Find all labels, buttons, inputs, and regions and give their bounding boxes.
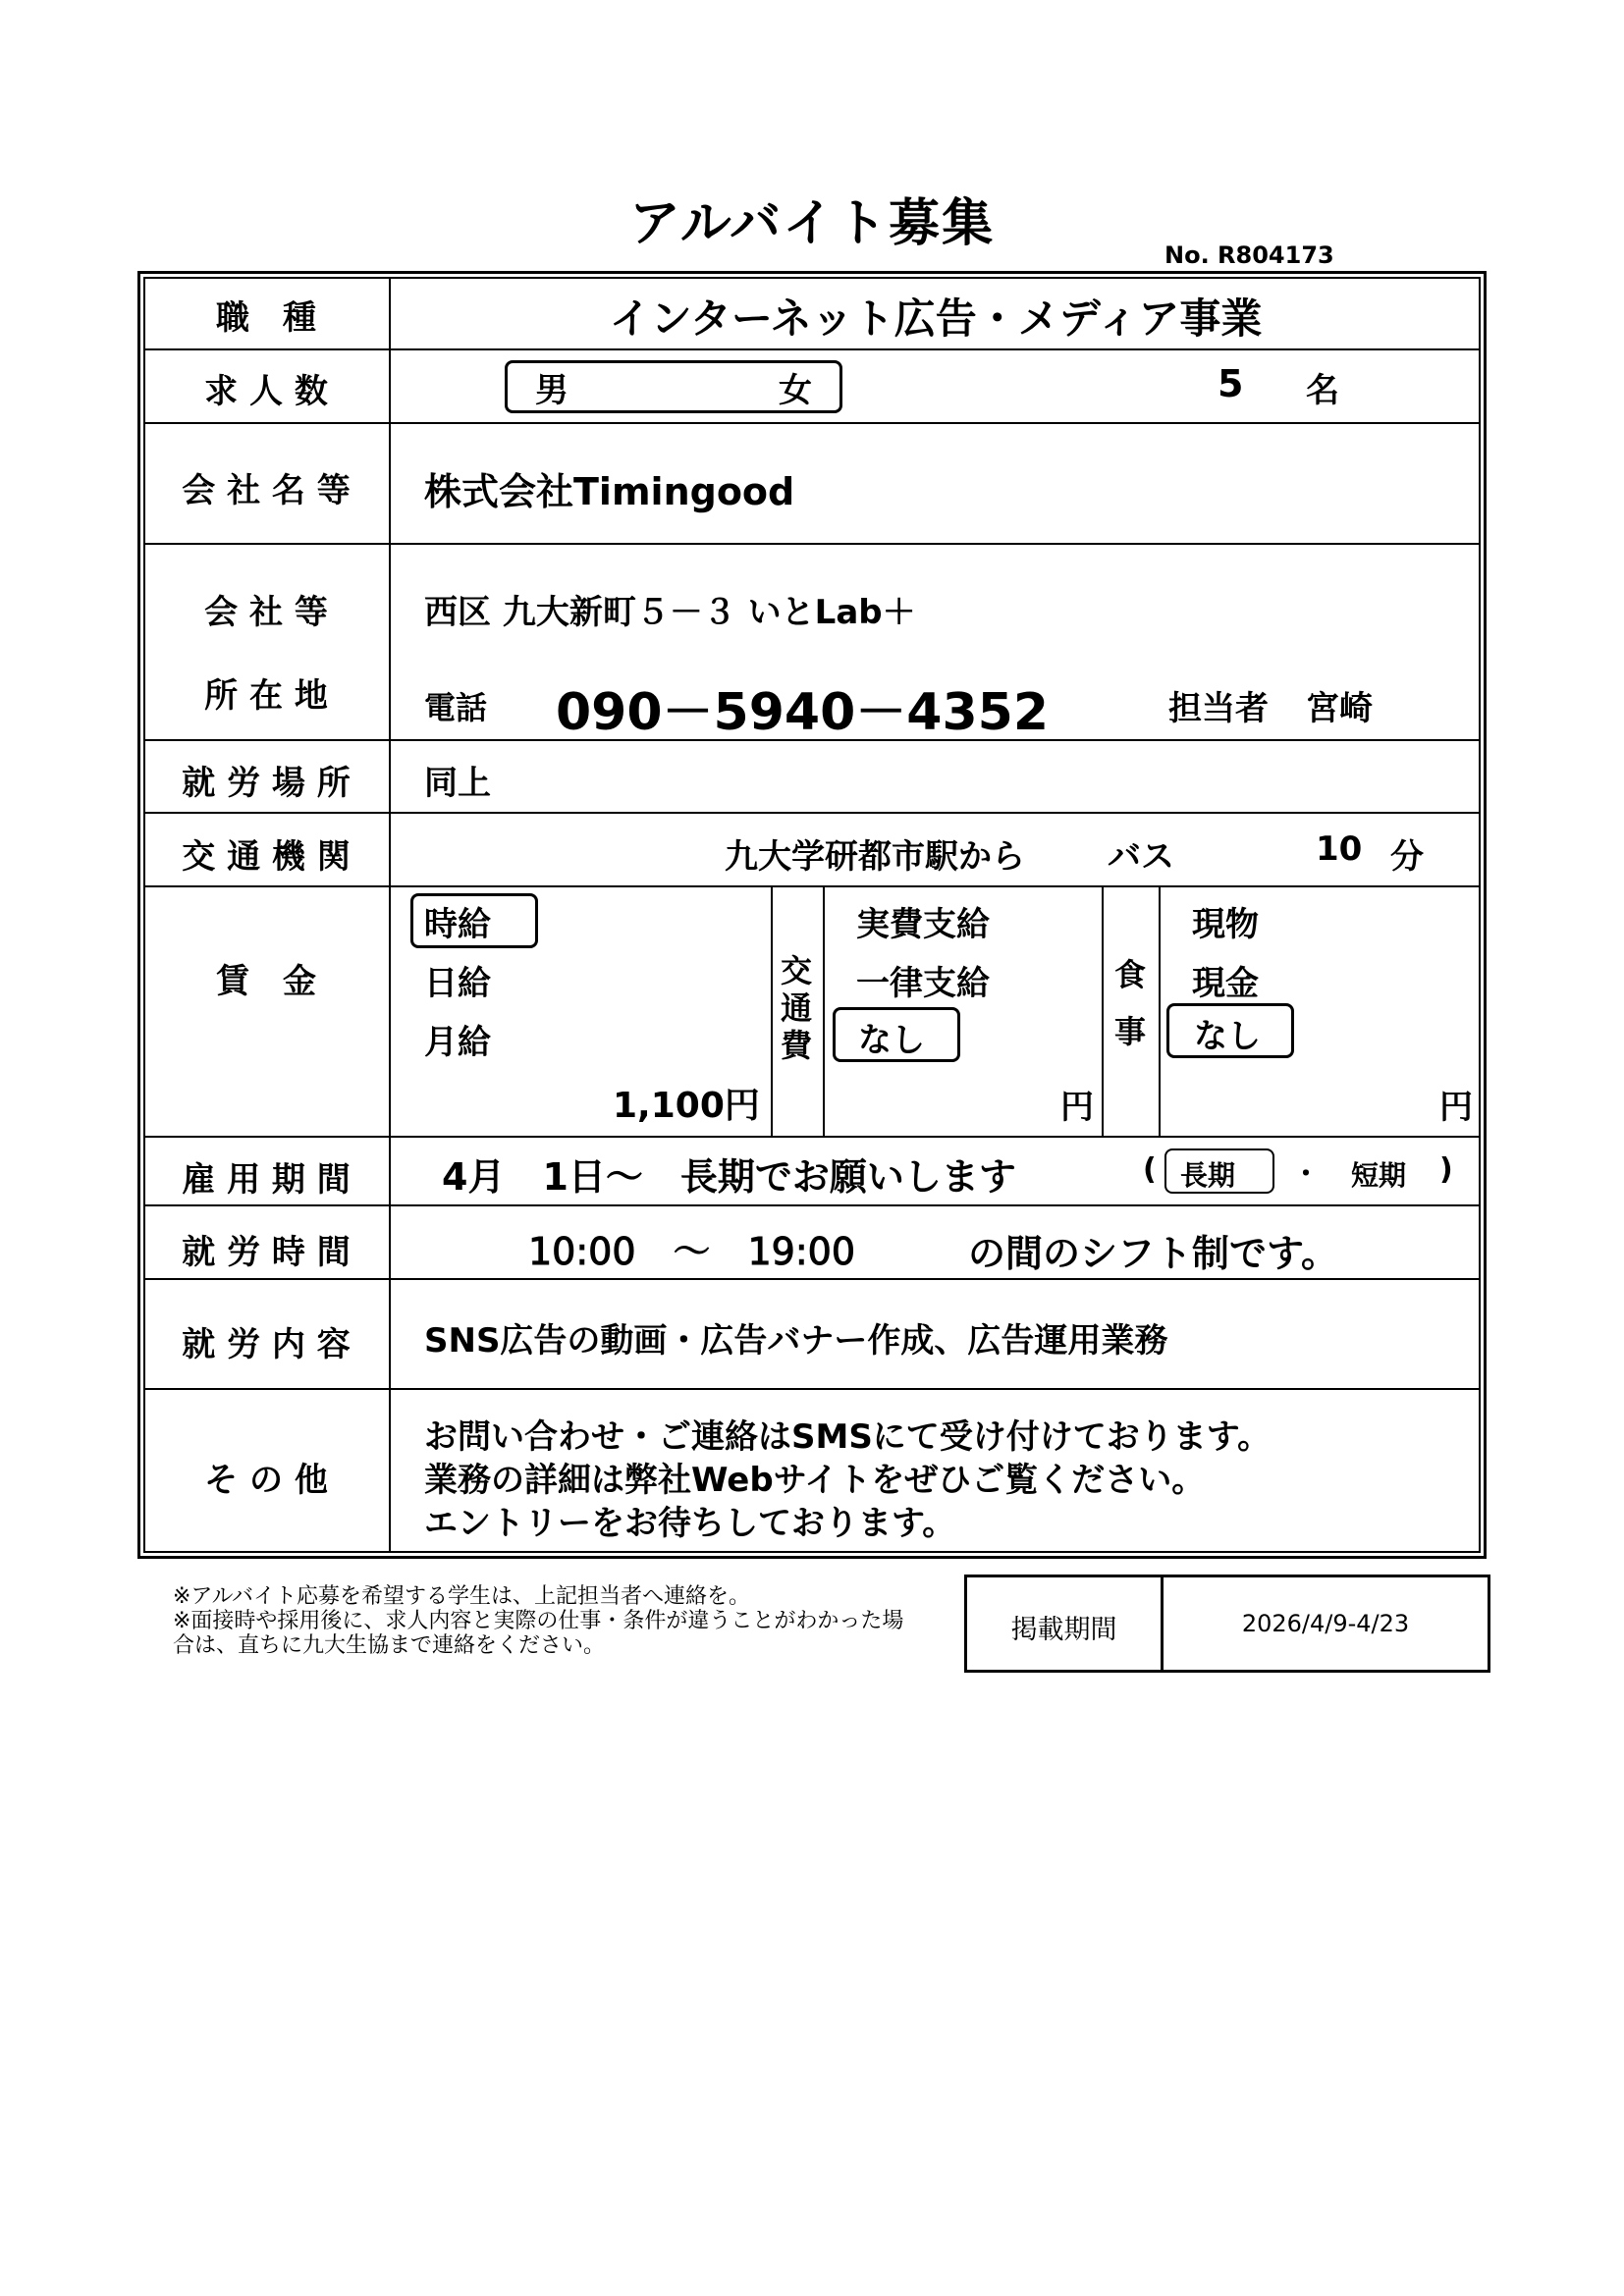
period-value: 4月 1日～ 長期でお願いします — [442, 1155, 1016, 1199]
meal-yen: 円 — [1439, 1088, 1473, 1127]
duties-value: SNS広告の動画・広告バナー作成、広告運用業務 — [424, 1321, 1168, 1361]
phone-label: 電話 — [424, 689, 488, 726]
gender-female: 女 — [779, 371, 812, 410]
row-divider — [143, 1204, 1481, 1206]
wage-label: 賃 金 — [216, 962, 316, 1001]
transport-option-flat: 一律支給 — [856, 964, 990, 1003]
row-divider — [143, 543, 1481, 545]
meal-option-none: なし — [1194, 1017, 1261, 1056]
transport-option-actual: 実費支給 — [856, 905, 990, 944]
meal-option-cash: 現金 — [1192, 964, 1259, 1003]
transport-minutes: 10 — [1316, 829, 1363, 869]
job-type-value: インターネット広告・メディア事業 — [609, 294, 1263, 343]
label-column-divider — [389, 277, 391, 1553]
row-divider — [143, 1278, 1481, 1280]
row-divider — [143, 422, 1481, 424]
row-divider — [143, 1136, 1481, 1138]
transport-station: 九大学研都市駅から — [725, 837, 1025, 877]
workplace-value: 同上 — [424, 764, 491, 803]
meal-label: 食事 — [1113, 956, 1146, 1050]
meal-option-inkind: 現物 — [1192, 905, 1259, 944]
other-line-3: エントリーをお待ちしております。 — [424, 1504, 956, 1543]
location-label-2: 所 在 地 — [204, 676, 328, 716]
wage-column-divider — [823, 885, 825, 1136]
footer-note-line: ※アルバイト応募を希望する学生は、上記担当者へ連絡を。 — [173, 1584, 751, 1609]
headcount-number: 5 — [1218, 362, 1244, 405]
footer-notes — [173, 1584, 903, 1658]
transport-yen: 円 — [1060, 1088, 1094, 1127]
row-divider — [143, 348, 1481, 350]
hours-time: 10:00 ～ 19:00 — [528, 1230, 856, 1273]
location-label-1: 会 社 等 — [204, 593, 328, 632]
transport-mode: バス — [1108, 837, 1174, 877]
period-paren-open: ( — [1143, 1152, 1157, 1187]
transport-label: 交 通 機 関 — [182, 837, 351, 877]
other-line-1: お問い合わせ・ご連絡はSMSにて受け付けております。 — [424, 1417, 1272, 1457]
contact-label: 担当者 — [1168, 689, 1269, 728]
phone-number: 090－5940－4352 — [556, 683, 1049, 742]
hours-label: 就 労 時 間 — [182, 1233, 351, 1272]
transport-minutes-unit: 分 — [1390, 837, 1424, 877]
wage-amount: 1,100円 — [613, 1086, 760, 1126]
transport-option-none: なし — [858, 1021, 925, 1060]
headcount-label: 求 人 数 — [204, 372, 328, 411]
company-address: 西区 九大新町５－３ いとLab＋ — [424, 593, 916, 632]
hours-note: の間のシフト制です。 — [968, 1232, 1338, 1275]
footer-note-line: ※面接時や採用後に、求人内容と実際の仕事・条件が違うことがわかった場 — [173, 1609, 904, 1633]
posting-period-value: 2026/4/9-4/23 — [1241, 1610, 1410, 1637]
wage-type-hourly: 時給 — [424, 905, 491, 944]
period-separator: ・ — [1292, 1157, 1321, 1190]
workplace-label: 就 労 場 所 — [182, 764, 351, 803]
contact-name: 宮崎 — [1306, 689, 1373, 728]
period-label: 雇 用 期 間 — [182, 1160, 351, 1200]
gender-male: 男 — [535, 371, 568, 410]
duties-label: 就 労 内 容 — [182, 1325, 351, 1364]
other-line-2: 業務の詳細は弊社Webサイトをぜひご覧ください。 — [424, 1461, 1206, 1500]
row-divider — [143, 885, 1481, 887]
period-paren-close: ) — [1439, 1152, 1453, 1187]
transport-fee-label: 交通費 — [780, 952, 812, 1064]
document-number: No. R804173 — [1164, 241, 1334, 269]
wage-column-divider — [1159, 885, 1161, 1136]
footer-note-line: 合は、直ちに九大生協まで連絡をください。 — [173, 1633, 606, 1658]
wage-type-daily: 日給 — [424, 964, 491, 1003]
wage-column-divider — [1102, 885, 1104, 1136]
other-label: そ の 他 — [204, 1461, 328, 1500]
period-long: 長期 — [1180, 1159, 1236, 1192]
company-name: 株式会社Timingood — [424, 470, 795, 513]
company-label: 会 社 名 等 — [182, 471, 351, 510]
posting-period-label: 掲載期間 — [1010, 1615, 1117, 1645]
period-short: 短期 — [1351, 1159, 1407, 1192]
wage-type-monthly: 月給 — [424, 1023, 491, 1062]
job-type-label: 職 種 — [216, 298, 316, 338]
wage-column-divider — [771, 885, 773, 1136]
headcount-unit: 名 — [1306, 371, 1339, 410]
row-divider — [143, 812, 1481, 814]
row-divider — [143, 1388, 1481, 1390]
page-title: アルバイト募集 — [628, 194, 996, 253]
